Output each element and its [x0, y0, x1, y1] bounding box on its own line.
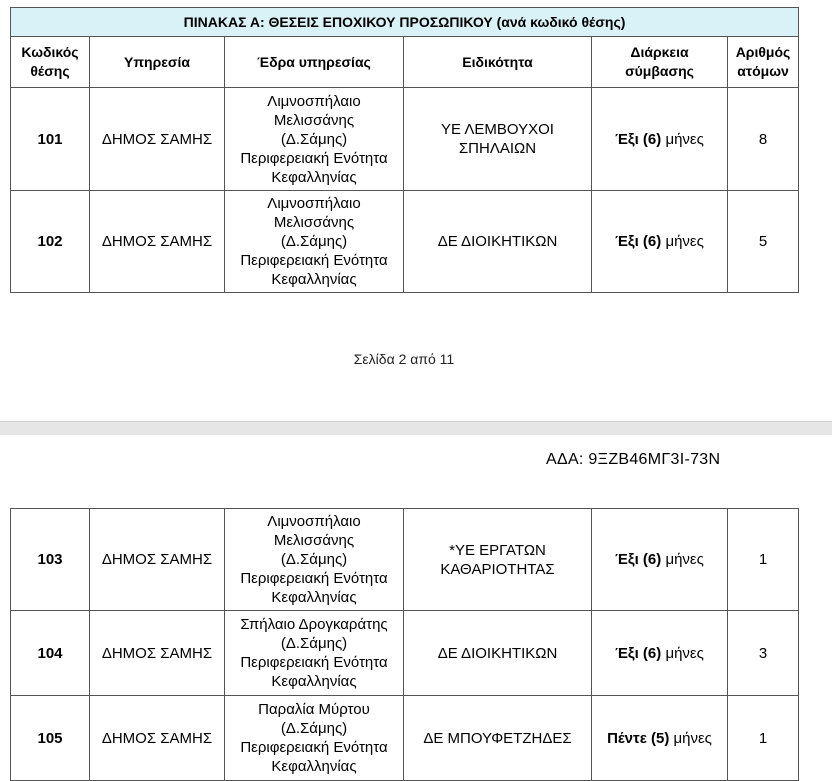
cell-code: 101 [11, 88, 90, 191]
ada-code: ΑΔΑ: 9ΞΖΒ46ΜΓ3Ι-73Ν [546, 451, 721, 468]
page-separator [0, 421, 832, 435]
cell-service: ΔΗΜΟΣ ΣΑΜΗΣ [90, 88, 225, 191]
table-title: ΠΙΝΑΚΑΣ Α: ΘΕΣΕΙΣ ΕΠΟΧΙΚΟΥ ΠΡΟΣΩΠΙΚΟΥ (ανά κωδικό θέσης) [11, 8, 799, 37]
cell-count: 8 [728, 88, 799, 191]
page-number: Σελίδα 2 από 11 [353, 351, 455, 367]
cell-duration: Έξι (6) μήνες [592, 191, 728, 293]
cell-count: 5 [728, 191, 799, 293]
table-row [11, 191, 799, 293]
cell-service: ΔΗΜΟΣ ΣΑΜΗΣ [90, 696, 225, 781]
cell-specialty: ΔΕ ΔΙΟΙΚΗΤΙΚΩΝ [404, 191, 592, 293]
cell-seat: Λιμνοσπήλαιο Μελισσάνης (Δ.Σάμης) Περιφερειακή Ενότητα Κεφαλληνίας [225, 191, 404, 293]
cell-seat: Παραλία Μύρτου (Δ.Σάμης) Περιφερειακή Ενότητα Κεφαλληνίας [225, 696, 404, 781]
header-row [11, 37, 799, 88]
header-duration: Διάρκεια σύμβασης [592, 37, 728, 88]
cell-seat: Λιμνοσπήλαιο Μελισσάνης (Δ.Σάμης) Περιφερειακή Ενότητα Κεφαλληνίας [225, 509, 404, 611]
table-a-body [11, 88, 799, 293]
cell-code: 102 [11, 191, 90, 293]
cell-seat: Λιμνοσπήλαιο Μελισσάνης (Δ.Σάμης) Περιφερειακή Ενότητα Κεφαλληνίας [225, 88, 404, 191]
cell-duration: Έξι (6) μήνες [592, 88, 728, 191]
table-row [11, 509, 799, 611]
cell-count: 1 [728, 696, 799, 781]
cell-count: 3 [728, 611, 799, 696]
cell-code: 104 [11, 611, 90, 696]
header-count: Αριθμός ατόμων [728, 37, 799, 88]
cell-specialty: ΥΕ ΛΕΜΒΟΥΧΟΙ ΣΠΗΛΑΙΩΝ [404, 88, 592, 191]
positions-table-a [10, 7, 799, 293]
table-b-body [11, 509, 799, 781]
table-row [11, 696, 799, 781]
cell-count: 1 [728, 509, 799, 611]
cell-service: ΔΗΜΟΣ ΣΑΜΗΣ [90, 509, 225, 611]
header-service: Υπηρεσία [90, 37, 225, 88]
cell-duration: Έξι (6) μήνες [592, 611, 728, 696]
cell-code: 105 [11, 696, 90, 781]
positions-table-b [10, 508, 799, 781]
cell-specialty: ΔΕ ΔΙΟΙΚΗΤΙΚΩΝ [404, 611, 592, 696]
page-separator-line [0, 421, 832, 422]
table-row [11, 88, 799, 191]
table-row [11, 611, 799, 696]
cell-specialty: ΔΕ ΜΠΟΥΦΕΤΖΗΔΕΣ [404, 696, 592, 781]
cell-service: ΔΗΜΟΣ ΣΑΜΗΣ [90, 191, 225, 293]
cell-duration: Πέντε (5) μήνες [592, 696, 728, 781]
cell-specialty: *ΥΕ ΕΡΓΑΤΩΝ ΚΑΘΑΡΙΟΤΗΤΑΣ [404, 509, 592, 611]
cell-service: ΔΗΜΟΣ ΣΑΜΗΣ [90, 611, 225, 696]
header-code: Κωδικός θέσης [11, 37, 90, 88]
cell-seat: Σπήλαιο Δρογκαράτης (Δ.Σάμης) Περιφερειακή Ενότητα Κεφαλληνίας [225, 611, 404, 696]
header-seat: Έδρα υπηρεσίας [225, 37, 404, 88]
header-specialty: Ειδικότητα [404, 37, 592, 88]
cell-duration: Έξι (6) μήνες [592, 509, 728, 611]
cell-code: 103 [11, 509, 90, 611]
